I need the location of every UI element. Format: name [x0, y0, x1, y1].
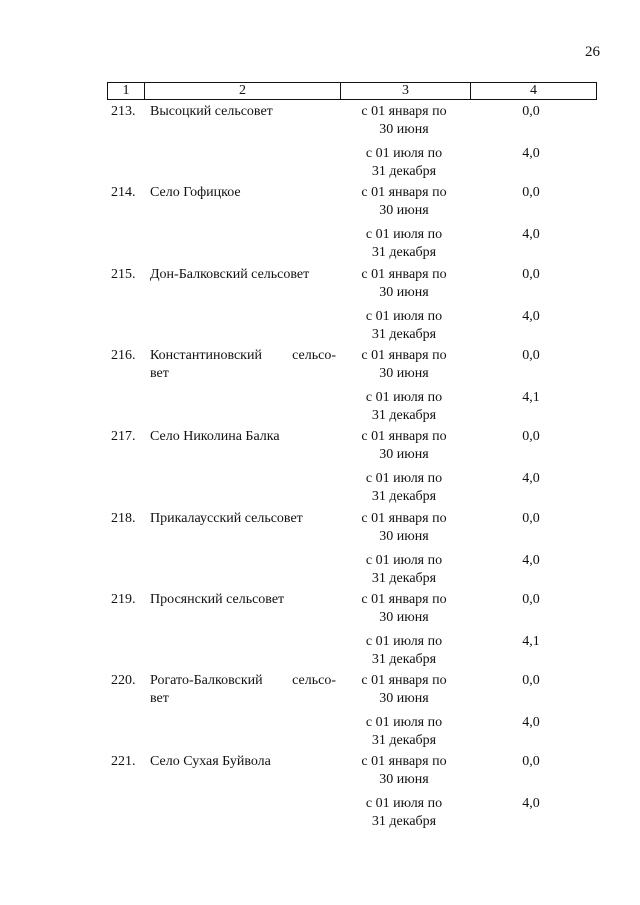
- period-range: [341, 470, 467, 506]
- period-line: с 01 января по: [361, 267, 447, 282]
- settlement-name: [150, 591, 336, 609]
- period-line: 30 июня: [379, 529, 429, 544]
- rate-value: 0,0: [522, 592, 540, 607]
- period-range: [341, 266, 467, 302]
- row-number: 216.: [111, 348, 136, 363]
- period-line: с 01 июля по: [365, 634, 443, 649]
- settlement-name-line: вет: [150, 691, 169, 706]
- period-range: [341, 103, 467, 139]
- period-range: [341, 795, 467, 831]
- period-line: с 01 января по: [361, 511, 447, 526]
- period-range: [341, 753, 467, 789]
- period-line: 31 декабря: [371, 652, 437, 667]
- settlement-name: [150, 103, 336, 121]
- period-line: с 01 июля по: [365, 227, 443, 242]
- period-range: [341, 552, 467, 588]
- column-header-4: 4: [470, 83, 596, 99]
- settlement-name-word: Рогато-Балковский: [150, 673, 263, 688]
- period-line: с 01 июля по: [365, 553, 443, 568]
- period-line: 30 июня: [379, 691, 429, 706]
- period-line: 31 декабря: [371, 814, 437, 829]
- settlement-name: [150, 672, 336, 708]
- period-line: с 01 июля по: [365, 309, 443, 324]
- period-range: [341, 145, 467, 181]
- settlement-name-line: Дон-Балковский сельсовет: [150, 267, 310, 282]
- period-line: 31 декабря: [371, 733, 437, 748]
- settlement-name-word: сельсо-: [292, 348, 336, 363]
- column-header-2: 2: [144, 83, 340, 99]
- period-line: 31 декабря: [371, 571, 437, 586]
- row-number: 215.: [111, 267, 136, 282]
- rate-value: 4,0: [522, 309, 540, 324]
- period-line: 31 декабря: [371, 489, 437, 504]
- period-line: 31 декабря: [371, 245, 437, 260]
- row-number: 213.: [111, 104, 136, 119]
- period-line: 30 июня: [379, 203, 429, 218]
- rate-value: 0,0: [522, 267, 540, 282]
- row-number: 220.: [111, 673, 136, 688]
- period-line: с 01 января по: [361, 673, 447, 688]
- period-line: с 01 июля по: [365, 146, 443, 161]
- rate-value: 4,1: [522, 390, 540, 405]
- period-line: с 01 июля по: [365, 715, 443, 730]
- rate-value: 0,0: [522, 104, 540, 119]
- settlement-name: [150, 266, 336, 284]
- period-line: с 01 января по: [361, 429, 447, 444]
- page-number: 26: [585, 44, 600, 60]
- rate-value: 4,0: [522, 146, 540, 161]
- settlement-name: [150, 184, 336, 202]
- row-number: 217.: [111, 429, 136, 444]
- period-line: 30 июня: [379, 285, 429, 300]
- period-range: [341, 184, 467, 220]
- period-line: с 01 января по: [361, 592, 447, 607]
- period-line: 30 июня: [379, 122, 429, 137]
- period-line: 30 июня: [379, 366, 429, 381]
- period-line: 30 июня: [379, 610, 429, 625]
- rate-value: 0,0: [522, 348, 540, 363]
- settlement-name: [150, 753, 336, 771]
- period-range: [341, 591, 467, 627]
- settlement-name-line: [150, 347, 336, 365]
- period-line: 31 декабря: [371, 408, 437, 423]
- period-range: [341, 308, 467, 344]
- row-number: 218.: [111, 511, 136, 526]
- column-header-3: 3: [340, 83, 470, 99]
- period-line: с 01 июля по: [365, 390, 443, 405]
- period-line: 30 июня: [379, 772, 429, 787]
- period-line: с 01 января по: [361, 185, 447, 200]
- row-number: 221.: [111, 754, 136, 769]
- rate-value: 4,0: [522, 715, 540, 730]
- settlement-name-line: Высоцкий сельсовет: [150, 104, 273, 119]
- rate-value: 0,0: [522, 429, 540, 444]
- rate-value: 0,0: [522, 511, 540, 526]
- period-line: с 01 января по: [361, 348, 447, 363]
- period-range: [341, 347, 467, 383]
- period-range: [341, 226, 467, 262]
- settlement-name-word: Константиновский: [150, 348, 262, 363]
- settlement-name-line: Село Сухая Буйвола: [150, 754, 271, 769]
- period-line: 31 декабря: [371, 327, 437, 342]
- period-line: с 01 января по: [361, 104, 447, 119]
- table-header: [107, 82, 597, 100]
- period-line: с 01 июля по: [365, 796, 443, 811]
- rate-value: 4,0: [522, 796, 540, 811]
- rate-value: 0,0: [522, 754, 540, 769]
- settlement-name-line: Село Николина Балка: [150, 429, 280, 444]
- column-header-1: 1: [122, 83, 130, 98]
- period-range: [341, 633, 467, 669]
- rate-value: 4,1: [522, 634, 540, 649]
- period-range: [341, 428, 467, 464]
- period-range: [341, 672, 467, 708]
- settlement-name-line: вет: [150, 366, 169, 381]
- rate-value: 0,0: [522, 673, 540, 688]
- settlement-name-word: сельсо-: [292, 673, 336, 688]
- rate-value: 4,0: [522, 471, 540, 486]
- period-line: с 01 июля по: [365, 471, 443, 486]
- period-range: [341, 389, 467, 425]
- settlement-name-line: Село Гофицкое: [150, 185, 241, 200]
- period-line: 30 июня: [379, 447, 429, 462]
- period-range: [341, 714, 467, 750]
- settlement-name-line: Прикалаусский сельсовет: [150, 511, 303, 526]
- row-number: 214.: [111, 185, 136, 200]
- period-line: с 01 января по: [361, 754, 447, 769]
- period-line: 31 декабря: [371, 164, 437, 179]
- settlement-name: [150, 347, 336, 383]
- period-range: [341, 510, 467, 546]
- settlement-name: [150, 428, 336, 446]
- row-number: 219.: [111, 592, 136, 607]
- settlement-name: [150, 510, 336, 528]
- rate-value: 0,0: [522, 185, 540, 200]
- settlement-name-line: [150, 672, 336, 690]
- rate-value: 4,0: [522, 227, 540, 242]
- settlement-name-line: Просянский сельсовет: [150, 592, 285, 607]
- rate-value: 4,0: [522, 553, 540, 568]
